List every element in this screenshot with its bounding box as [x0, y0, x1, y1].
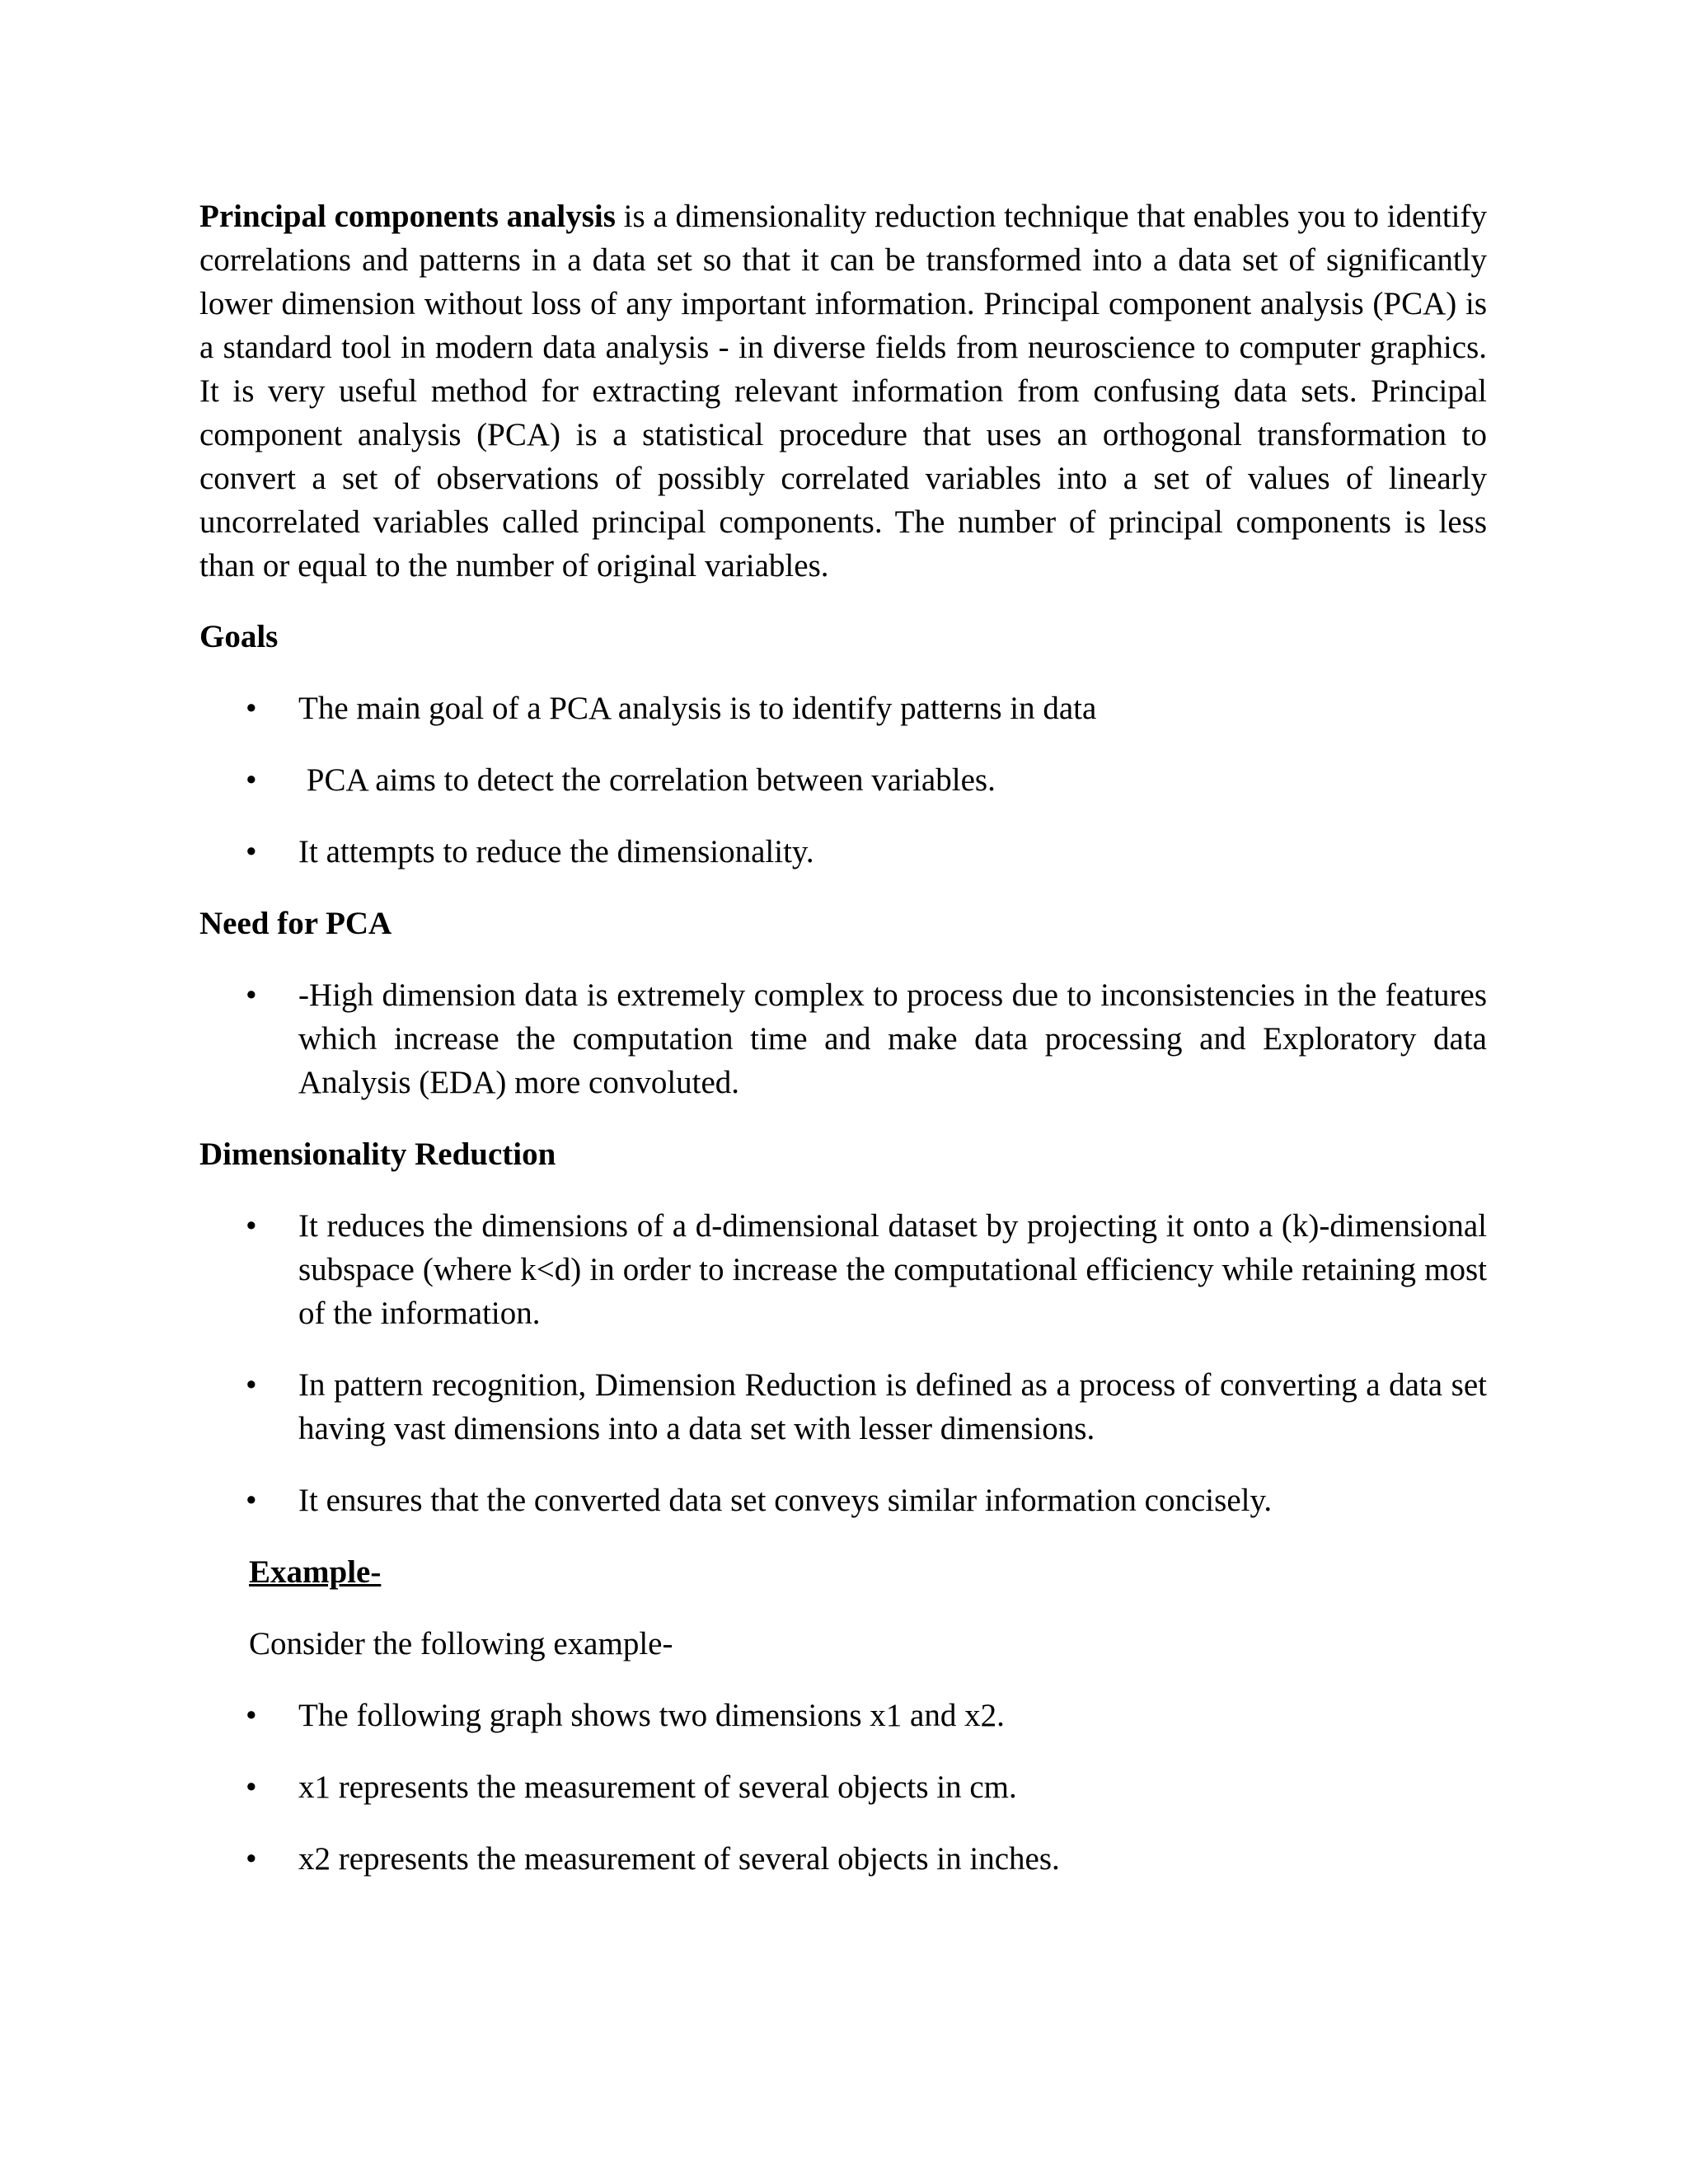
- reduction-list: [199, 1204, 1487, 1522]
- reduction-item-text: It reduces the dimensions of a d-dimensional dataset by projecting it onto a (k)-dimensional subspace (where k<d) in order to increase the computational efficiency while retaining most of the information.: [298, 1208, 1487, 1331]
- bullet-icon: •: [246, 1841, 257, 1877]
- reduction-item: [199, 1204, 1487, 1335]
- goals-item-text: The main goal of a PCA analysis is to identify patterns in data: [298, 691, 1097, 726]
- intro-text: is a dimensionality reduction technique that enables you to identify correlations and patterns in a data set so that it can be transformed into a data set of significantly lower dimension without loss of any important information. Principal component analysis (PCA) is a standard tool in modern data analysis - in diverse fields from neuroscience to computer graphics. It is very useful method for extracting relevant information from confusing data sets. Principal component analysis (PCA) is a statistical procedure that uses an orthogonal transformation to convert a set of observations of possibly correlated variables into a set of values of linearly uncorrelated variables called principal components. The number of principal components is less than or equal to the number of original variables.: [199, 199, 1488, 583]
- need-list: [199, 973, 1487, 1104]
- need-item-text: -High dimension data is extremely complex to process due to inconsistencies in the features which increase the computation time and make data processing and Exploratory data Analysis (EDA) more convoluted.: [298, 977, 1487, 1100]
- reduction-item-text: It ensures that the converted data set conveys similar information concisely.: [298, 1483, 1273, 1518]
- example-item-text: x2 represents the measurement of several objects in inches.: [298, 1841, 1060, 1877]
- reduction-item-text: In pattern recognition, Dimension Reduction is defined as a process of converting a data set having vast dimensions into a data set with lesser dimensions.: [298, 1367, 1487, 1446]
- bullet-icon: •: [246, 977, 257, 1013]
- bullet-icon: •: [246, 1367, 257, 1403]
- document-content: [199, 194, 1487, 1909]
- goals-item: [199, 687, 1487, 730]
- example-list: [199, 1694, 1487, 1881]
- bullet-icon: •: [246, 691, 257, 726]
- example-intro: Consider the following example-: [249, 1626, 673, 1661]
- bullet-icon: •: [246, 1769, 257, 1805]
- bullet-icon: •: [246, 834, 257, 869]
- intro-paragraph: [199, 194, 1487, 588]
- example-heading: Example-: [249, 1554, 382, 1590]
- bullet-icon: •: [246, 1208, 257, 1244]
- bullet-icon: •: [246, 1483, 257, 1518]
- bullet-icon: •: [246, 762, 257, 798]
- goals-item: [199, 830, 1487, 874]
- reduction-heading: Dimensionality Reduction: [199, 1137, 556, 1172]
- example-item-text: The following graph shows two dimensions x1 and x2.: [298, 1698, 1005, 1733]
- goals-heading: Goals: [199, 619, 279, 654]
- goals-item: [199, 758, 1487, 802]
- goals-list: [199, 687, 1487, 874]
- intro-bold-lead: Principal components analysis: [199, 199, 616, 234]
- bullet-icon: •: [246, 1698, 257, 1733]
- example-item-text: x1 represents the measurement of several objects in cm.: [298, 1769, 1017, 1805]
- reduction-item: [199, 1479, 1487, 1522]
- example-item: [199, 1694, 1487, 1737]
- example-item: [199, 1837, 1487, 1881]
- reduction-item: [199, 1363, 1487, 1451]
- example-item: [199, 1765, 1487, 1809]
- goals-item-text: PCA aims to detect the correlation between variables.: [298, 762, 996, 798]
- need-item: [199, 973, 1487, 1104]
- need-heading: Need for PCA: [199, 906, 392, 941]
- goals-item-text: It attempts to reduce the dimensionality.: [298, 834, 814, 869]
- example-section: [199, 1550, 1487, 1666]
